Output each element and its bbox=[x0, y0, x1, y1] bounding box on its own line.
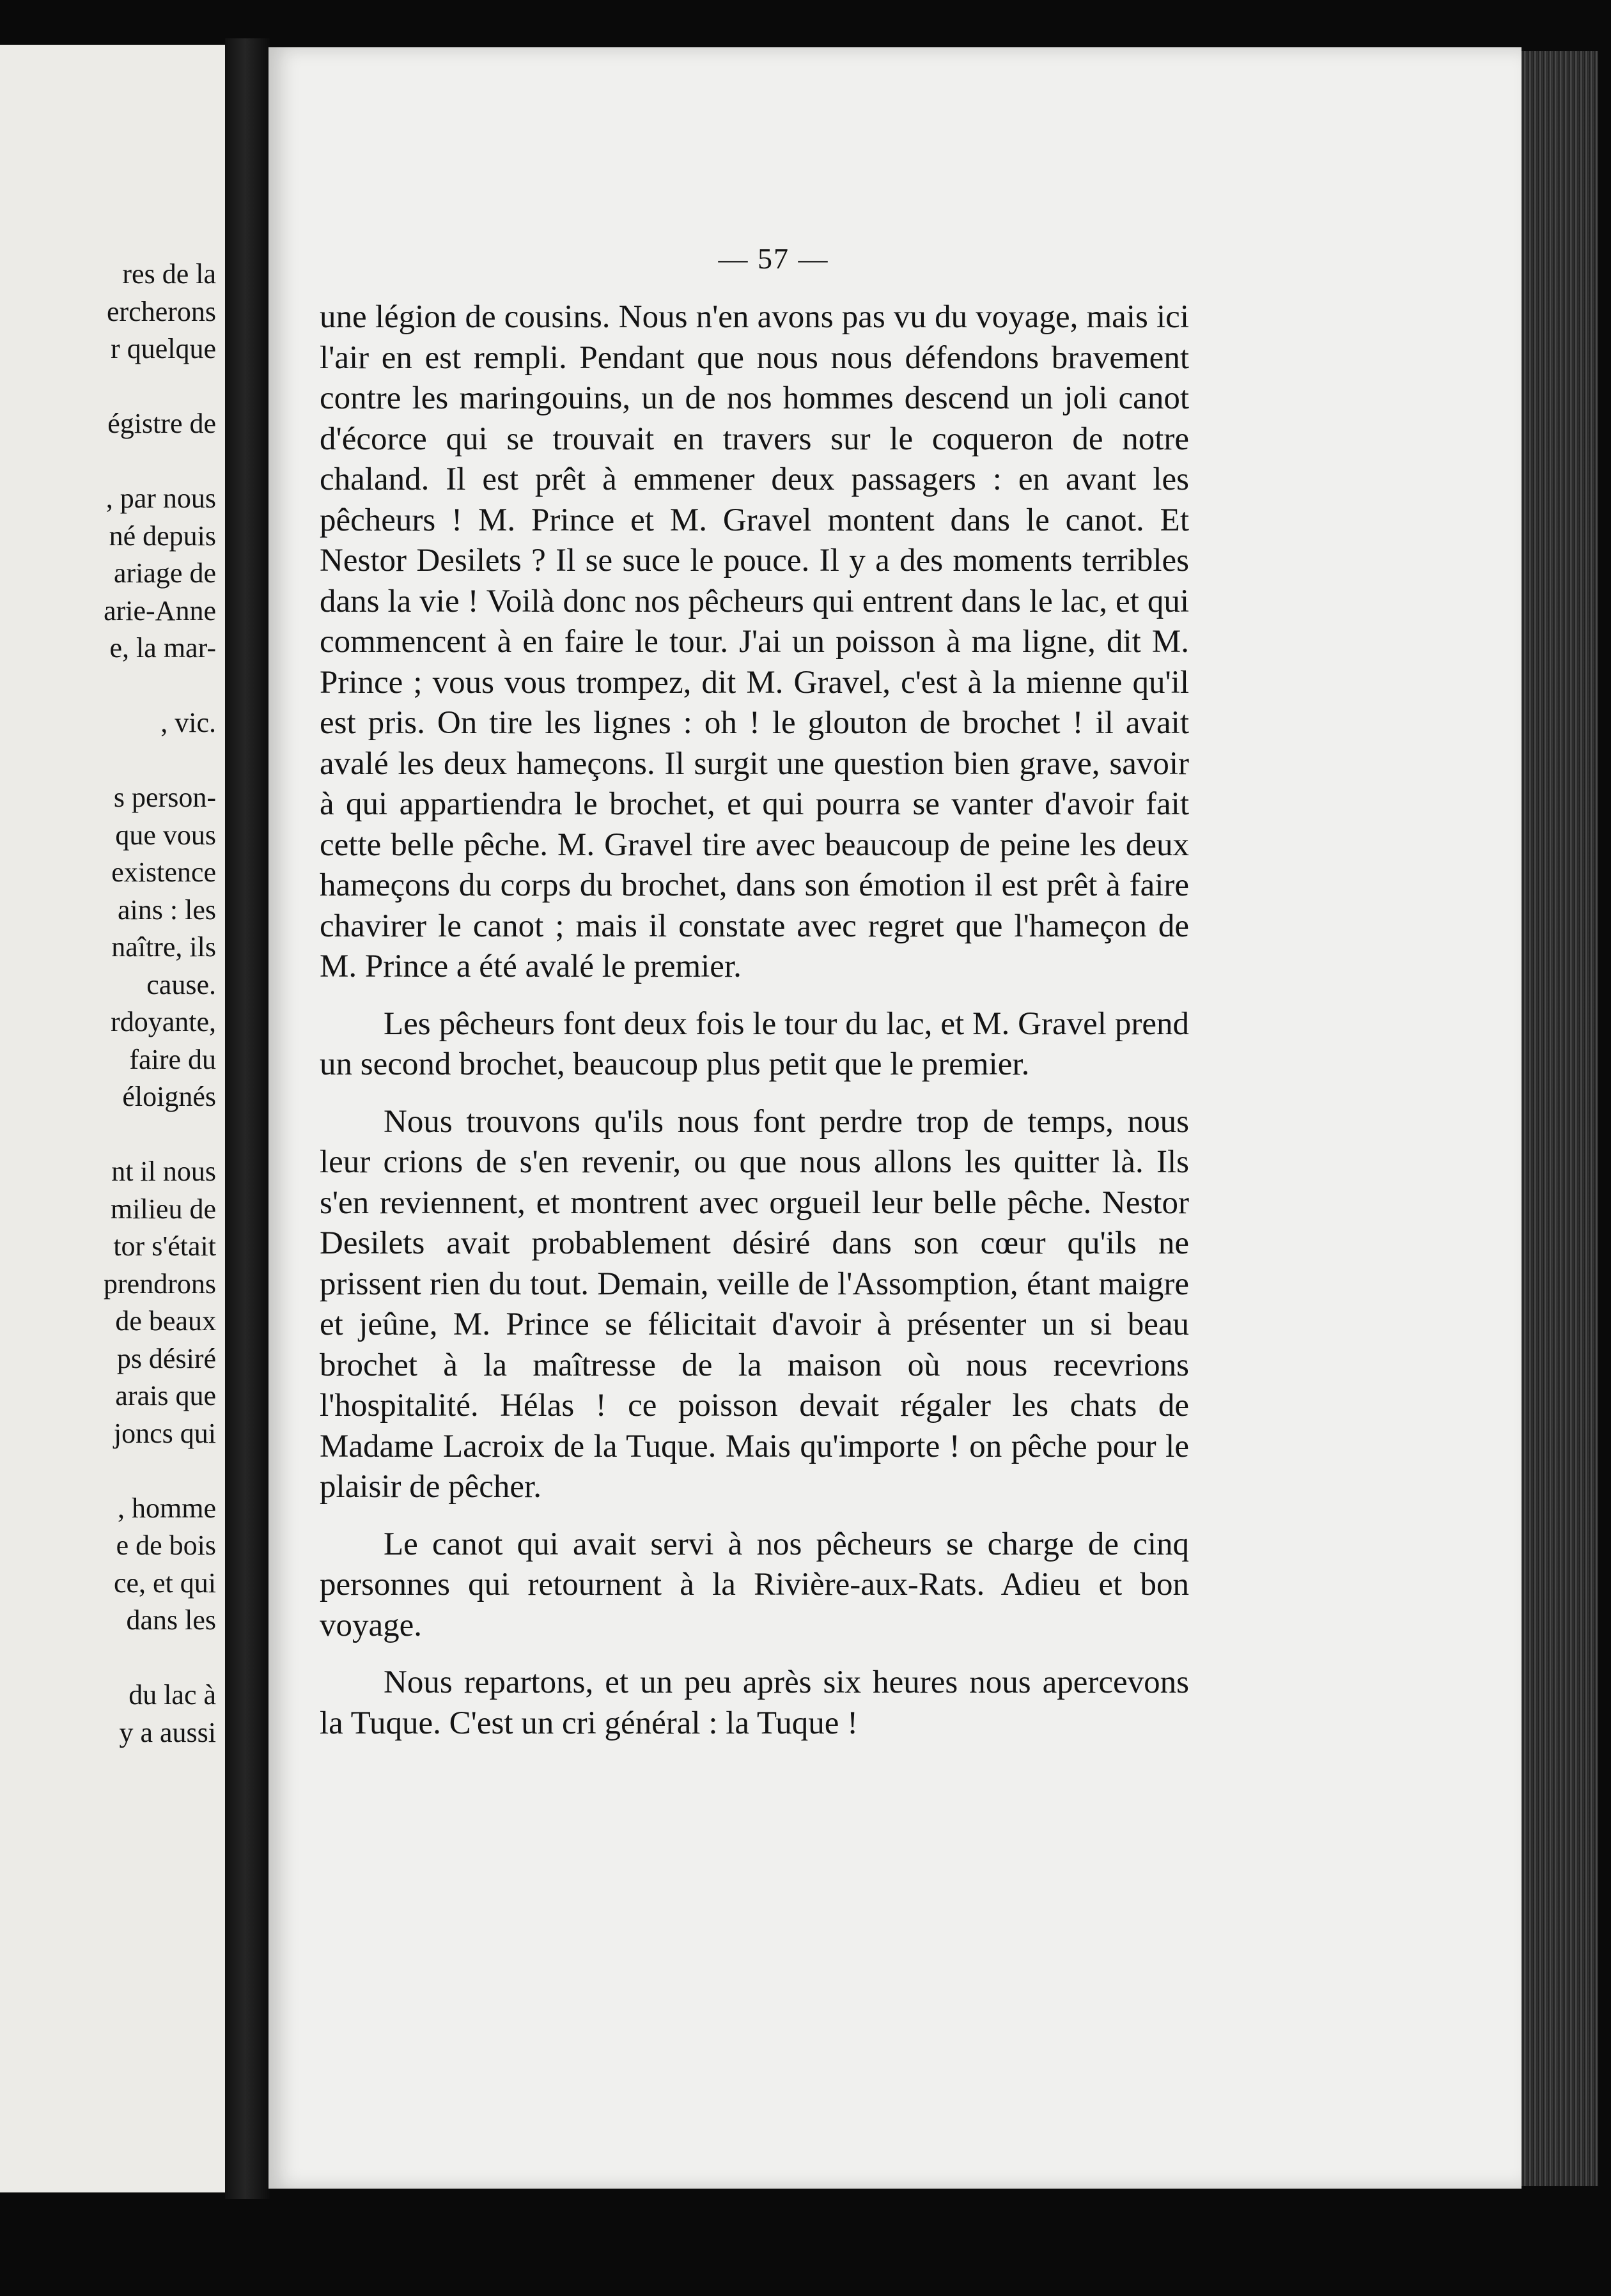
page-number: — 57 — bbox=[718, 242, 829, 275]
left-page-line: faire du bbox=[129, 1043, 216, 1075]
left-page-line: que vous bbox=[115, 819, 216, 851]
left-page bbox=[0, 45, 229, 2192]
left-page-line: cause. bbox=[146, 968, 216, 1000]
left-page-line: res de la bbox=[122, 258, 216, 290]
paragraph: Le canot qui avait servi à nos pêcheurs se charge de cinq personnes qui retournent à la Rivière-aux-Rats. Adieu et bon voyage. bbox=[320, 1526, 1189, 1643]
left-page-line: du lac à bbox=[128, 1679, 216, 1710]
left-page-line: dans les bbox=[126, 1604, 216, 1636]
left-page-line: prendrons bbox=[104, 1268, 216, 1299]
paragraph: Nous trouvons qu'ils nous font perdre trop de temps, nous leur crions de s'en revenir, ou que nous allons les quitter là. Ils s'en reviennent, et montrent avec orgueil leur belle pêche. Nestor Desilets avait probablement désiré dans son cœur qu'ils ne prissent rien du tout. Demain, veille de l'Assomption, étant maigre et jeûne, M. Prince se félicitait d'avoir à présenter un si beau brochet à la maîtresse de la maison où nous recevrions l'hospitalité. Hélas ! ce poisson devait régaler les chats de Madame Lacroix de la Tuque. Mais qu'importe ! on pêche pour le plaisir de pêcher. bbox=[320, 1103, 1189, 1505]
left-page-line: e, la mar- bbox=[109, 632, 216, 663]
left-page-line: r quelque bbox=[111, 333, 216, 364]
left-page-line: rdoyante, bbox=[111, 1006, 216, 1037]
left-page-line: de beaux bbox=[115, 1305, 216, 1337]
left-page-line: naître, ils bbox=[111, 931, 216, 963]
page-edges bbox=[1521, 51, 1598, 2186]
paragraph: une légion de cousins. Nous n'en avons pas vu du voyage, mais ici l'air en est rempli. Pendant que nous nous défendons bravement contre les maringouins, un de nos hommes descend un joli canot d'écorce qui se trouvait en travers sur le coqueron de notre chaland. Il est prêt à emmener deux passagers : en avant les pêcheurs ! M. Prince et M. Gravel montent dans le canot. Et Nestor Desilets ? Il se suce le pouce. Il y a des moments terribles dans la vie ! Voilà donc nos pêcheurs qui entrent dans le lac, et qui commencent à en faire le tour. J'ai un poisson à ma ligne, dit M. Prince ; vous vous trompez, dit M. Gravel, c'est à la mienne qu'il est pris. On tire les lignes : oh ! le glouton de brochet ! il avait avalé les deux hameçons. Il surgit une question bien grave, savoir à qui appartiendra le brochet, et qui pourra se vanter d'avoir fait cette belle pêche. M. Gravel tire avec beaucoup de peine les deux hameçons du corps du brochet, dans son émotion il est prêt à faire chavirer le canot ; mais il constate avec regret que l'hameçon de M. Prince a été avalé le premier. bbox=[320, 299, 1189, 984]
left-page-line: existence bbox=[111, 857, 216, 888]
left-page-line: né depuis bbox=[109, 520, 216, 552]
left-page-line: milieu de bbox=[111, 1193, 216, 1225]
left-page-line: égistre de bbox=[107, 408, 216, 439]
paragraph: Les pêcheurs font deux fois le tour du lac, et M. Gravel prend un second brochet, beaucoup plus petit que le premier. bbox=[320, 1005, 1189, 1082]
left-page-line: e de bois bbox=[116, 1530, 216, 1561]
left-page-line: ains : les bbox=[118, 894, 216, 926]
left-page-line: , vic. bbox=[160, 707, 216, 738]
left-page-line: ariage de bbox=[114, 557, 216, 589]
left-page-line: s person- bbox=[113, 782, 216, 813]
left-page-line: , par nous bbox=[105, 483, 216, 514]
left-page-line: ercherons bbox=[106, 295, 216, 327]
left-page-line: éloignés bbox=[122, 1081, 216, 1112]
left-page-line: nt il nous bbox=[111, 1156, 216, 1187]
page-text-block bbox=[320, 240, 1189, 1744]
left-page-line: tor s'était bbox=[113, 1230, 216, 1262]
left-page-line: arais que bbox=[115, 1380, 216, 1411]
left-page-line: , homme bbox=[118, 1492, 216, 1524]
paragraph: Nous repartons, et un peu après six heures nous apercevons la Tuque. C'est un cri général : la Tuque ! bbox=[320, 1664, 1189, 1741]
left-page-line: joncs qui bbox=[113, 1417, 216, 1449]
left-page-line: ce, et qui bbox=[113, 1567, 216, 1599]
left-page-line: ps désiré bbox=[116, 1342, 216, 1374]
left-page-line: arie-Anne bbox=[104, 594, 216, 626]
left-page-line: y a aussi bbox=[119, 1716, 216, 1748]
book-gutter bbox=[225, 38, 270, 2199]
